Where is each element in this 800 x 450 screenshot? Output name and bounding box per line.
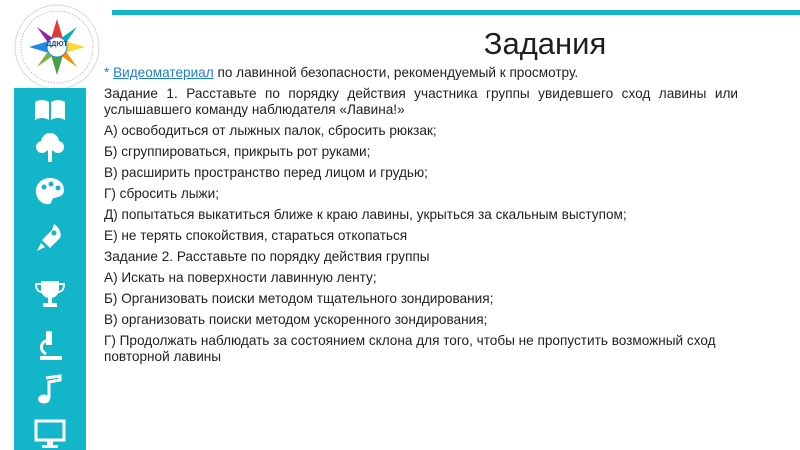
microscope-icon	[32, 328, 68, 364]
logo-label: ДДЮТ	[46, 41, 68, 48]
task2-heading: Задание 2. Расставьте по порядку действия группы	[104, 249, 430, 264]
video-link[interactable]: Видеоматериал	[113, 65, 214, 80]
task1-item: Д) попытаться выкатиться ближе к краю лавины, укрыться за скальным выступом;	[104, 207, 627, 222]
task2-item: А) Искать на поверхности лавинную ленту;	[104, 270, 377, 285]
tree-icon	[32, 130, 68, 166]
page-title: Задания	[483, 26, 607, 61]
task2-item: Б) Организовать поиски методом тщательного зондирования;	[104, 291, 494, 306]
intro-line	[104, 65, 738, 81]
rocket-icon	[32, 220, 68, 256]
music-note-icon	[32, 372, 68, 408]
task1-heading: Задание 1. Расставьте по порядку действия участника группы увидевшего сход лавины или услышавшего команду наблюдателя «Лавина!»	[104, 86, 738, 117]
task2-item: Г) Продолжать наблюдать за состоянием склона для того, чтобы не пропустить возможный сход повторной лавины	[104, 333, 716, 364]
logo	[14, 4, 100, 90]
sidebar	[14, 88, 86, 450]
book-icon	[32, 92, 68, 128]
task1-item: Е) не терять спокойствия, стараться откопаться	[104, 228, 408, 243]
palette-icon	[32, 174, 68, 210]
task1-item: Г) сбросить лыжи;	[104, 186, 220, 201]
computer-icon	[32, 416, 68, 450]
task-content	[104, 65, 738, 370]
task1-item: Б) сгруппироваться, прикрыть рот руками;	[104, 144, 371, 159]
task1-item: А) освободиться от лыжных палок, сбросить рюкзак;	[104, 123, 437, 138]
trophy-icon	[32, 276, 68, 312]
task1-item: В) расширить пространство перед лицом и грудью;	[104, 165, 428, 180]
intro-text: по лавинной безопасности, рекомендуемый к просмотру.	[213, 65, 579, 80]
asterisk: *	[104, 65, 114, 80]
task2-item: В) организовать поиски методом ускоренного зондирования;	[104, 312, 488, 327]
header-accent-bar	[112, 10, 800, 15]
